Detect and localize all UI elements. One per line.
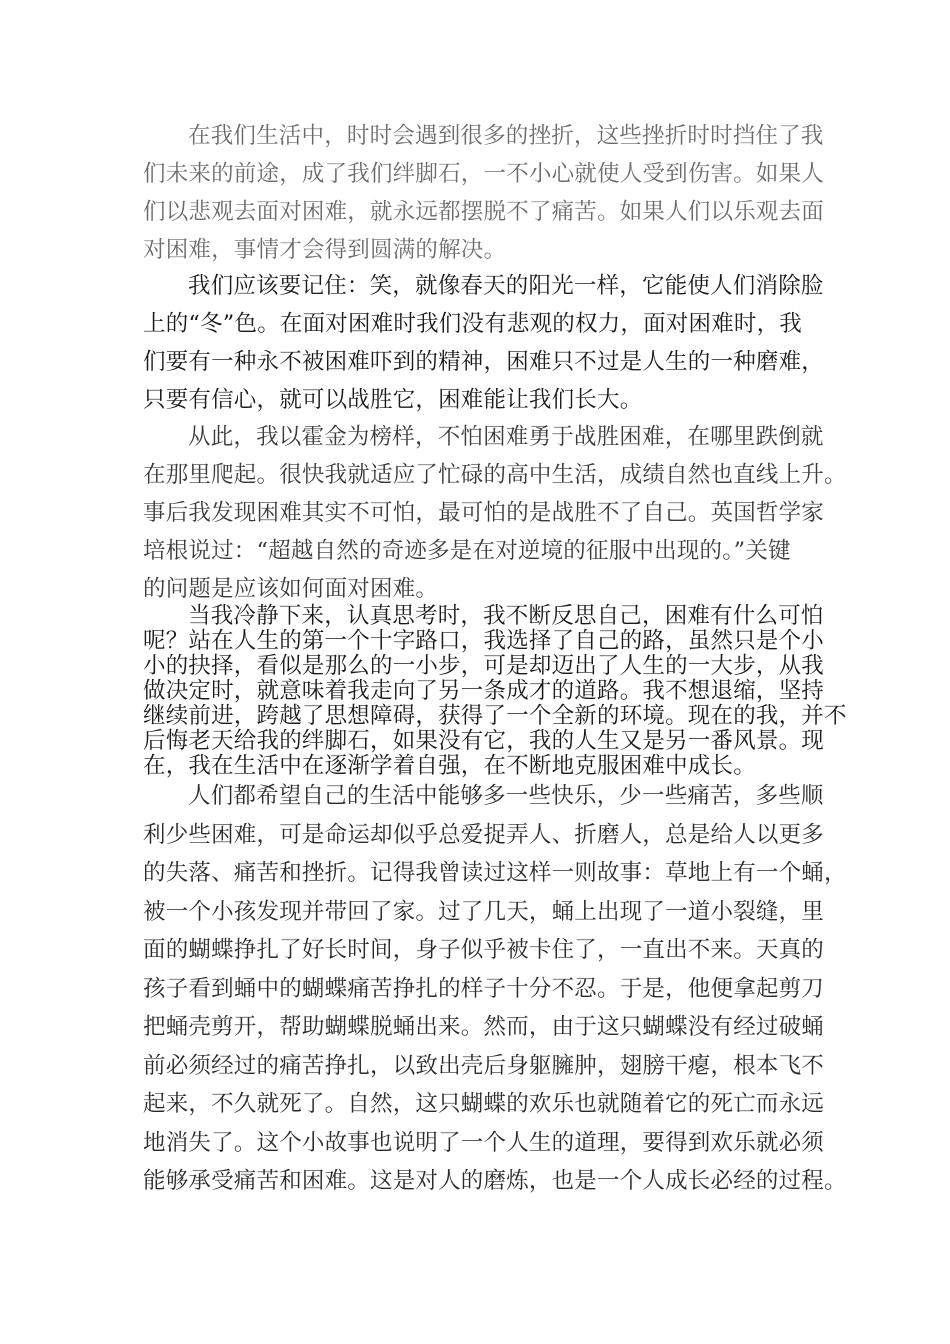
text-line: 起来，不久就死了。自然，这只蝴蝶的欢乐也就随着它的死亡而永远: [143, 1091, 825, 1117]
text-line: 培根说过：“超越自然的奇迹多是在对逆境的征服中出现的。”关键: [143, 538, 791, 564]
text-line: 上的“冬”色。在面对困难时我们没有悲观的权力，面对困难时，我: [143, 311, 803, 337]
paragraph-2: [143, 267, 823, 419]
text-line: 小的抉择，看似是那么的一小步，可是却迈出了人生的一大步，从我: [143, 653, 825, 679]
paragraph-1: [143, 117, 823, 269]
text-line: 我们应该要记住：笑，就像春天的阳光一样，它能使人们消除脸: [188, 273, 824, 299]
text-line: 利少些困难，可是命运却似乎总爱捉弄人、折磨人，总是给人以更多: [143, 821, 825, 848]
text-line: 孩子看到蛹中的蝴蝶痛苦挣扎的样子十分不忍。于是，他便拿起剪刀: [143, 975, 825, 1002]
paragraph-5: [143, 777, 847, 1201]
text-line: 在，我在生活中在逐渐学着自强，在不断地克服困难中成长。: [143, 753, 756, 779]
text-line: 继续前进，跨越了思想障碍，获得了一个全新的环境。现在的我，并不: [143, 703, 847, 729]
text-line: 对困难，事情才会得到圆满的解决。: [143, 237, 507, 263]
text-line: 只要有信心，就可以战胜它，困难能让我们长大。: [143, 387, 643, 413]
text-line: 们未来的前途，成了我们绊脚石，一不小心就使人受到伤害。如果人: [143, 161, 825, 187]
text-line: 后悔老天给我的绊脚石，如果没有它，我的人生又是另一番风景。现: [143, 728, 825, 754]
text-line: 前必须经过的痛苦挣扎，以致出壳后身躯臃肿，翅膀干瘪，根本飞不: [143, 1052, 825, 1079]
text-line: 事后我发现困难其实不可怕，最可怕的是战胜不了自己。英国哲学家: [143, 500, 825, 526]
text-line: 在我们生活中，时时会遇到很多的挫折，这些挫折时时挡住了我: [188, 123, 824, 149]
text-line: 当我冷静下来，认真思考时，我不断反思自己，困难有什么可怕: [188, 603, 824, 629]
text-line: 的问题是应该如何面对困难。: [143, 576, 439, 602]
text-line: 被一个小孩发现并带回了家。过了几天，蛹上出现了一道小裂缝，里: [143, 898, 825, 925]
text-line: 呢？站在人生的第一个十字路口，我选择了自己的路，虽然只是个小: [143, 628, 825, 654]
paragraph-3: [143, 418, 847, 608]
text-line: 地消失了。这个小故事也说明了一个人生的道理，要得到欢乐就必须: [143, 1129, 825, 1156]
text-line: 在那里爬起。很快我就适应了忙碌的高中生活，成绩自然也直线上升。: [143, 462, 847, 488]
text-line: 人们都希望自己的生活中能够多一些快乐，少一些痛苦，多些顺: [188, 783, 824, 809]
text-line: 做决定时，就意味着我走向了另一条成才的道路。我不想退缩，坚持: [143, 678, 825, 704]
text-line: 能够承受痛苦和困难。这是对人的磨炼，也是一个人成长必经的过程。: [143, 1168, 847, 1194]
text-line: 把蛹壳剪开，帮助蝴蝶脱蛹出来。然而，由于这只蝴蝶没有经过破蛹: [143, 1014, 825, 1040]
text-line: 们以悲观去面对困难，就永远都摆脱不了痛苦。如果人们以乐观去面: [143, 199, 825, 225]
text-line: 从此，我以霍金为榜样，不怕困难勇于战胜困难，在哪里跌倒就: [188, 424, 824, 450]
text-line: 面的蝴蝶挣扎了好长时间，身子似乎被卡住了，一直出不来。天真的: [143, 937, 825, 963]
text-line: 们要有一种永不被困难吓到的精神，困难只不过是人生的一种磨难，: [143, 349, 825, 375]
text-line: 的失落、痛苦和挫折。记得我曾读过这样一则故事：草地上有一个蛹，: [143, 860, 847, 886]
paragraph-4: [143, 603, 847, 779]
